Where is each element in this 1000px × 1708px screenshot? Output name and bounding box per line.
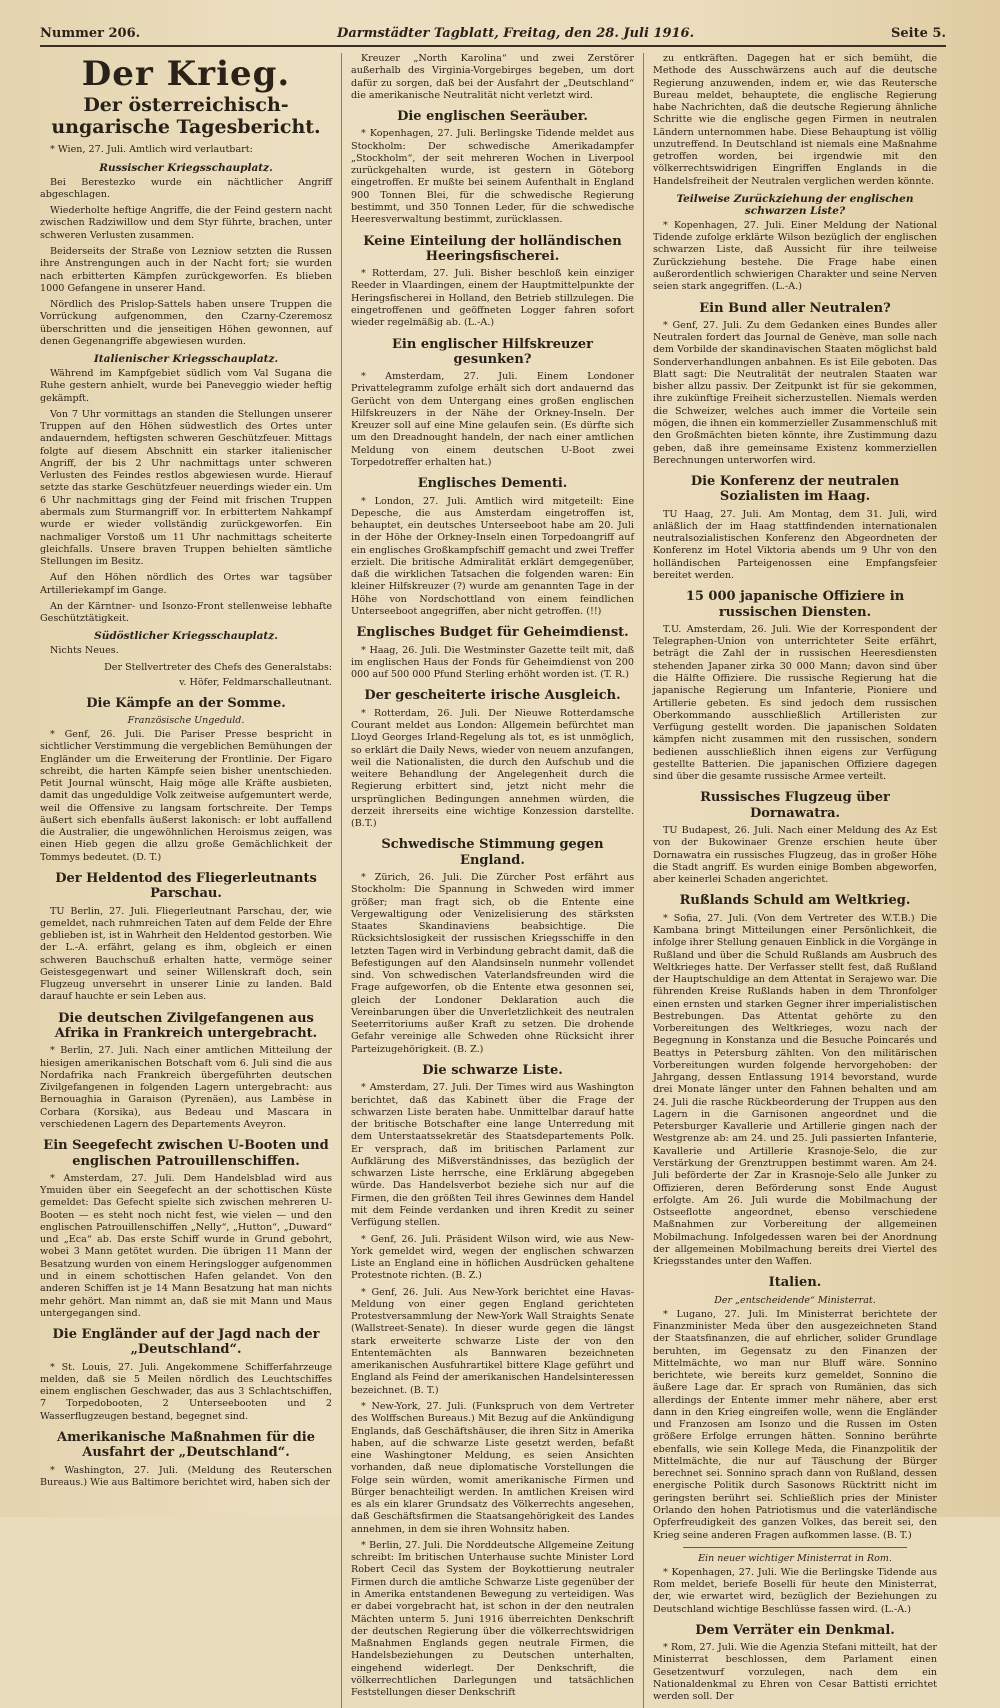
article-paragraph: Nördlich des Prislop-Sattels haben unsere Truppen die Vorrückung aufgenommen, den Czarny-Czeremosz überschritten und die jenseitigen Höhen gewonnen, auf denen Gegenangriffe abgewiesen wurden. <box>40 299 332 347</box>
article-headline: Amerikanische Maßnahmen für die Ausfahrt der „Deutschland“. <box>57 1430 315 1461</box>
article-paragraph: * Kopenhagen, 27. Juli. Wie die Berlingske Tidende aus Rom meldet, beriefe Boselli für heute den Ministerrat, der, wie erwartet wird, bezüglich der Beziehungen zu Deutschland wichtige Beschlüsse fassen wird. (L.-A.) <box>653 1566 937 1615</box>
article-paragraph: * Sofia, 27. Juli. (Von dem Vertreter des W.T.B.) Die Kambana bringt Mitteilungen einer Persönlichkeit, die infolge ihrer Stellung genauen Einblick in die Vorgänge in Rußland und über die Schuld Rußlands am Ausbruch des Weltkrieges hatte. Der Verfasser stellt fest, daß Rußland der Hauptschuldige an dem Attentat in Serajewo war. Die führenden Kreise Rußlands haben in dem Thronfolger einen ernsten und starken Gegner ihrer imperialistischen Bestrebungen. Das Attentat gehörte zu den Vorbereitungen des Weltkrieges, wozu nach der Begegnung in Konstanza und die Besuche Poincarés und Beattys in Petersburg zählten. Von den militärischen Vorbereitungen wurden folgende hervorgehoben: der Jahrgang, dessen Entlassung 1914 bevorstand, wurde drei Monate länger unter den Fahnen behalten und am 24. Juli die rasche Rückbeorderung der Truppen aus den Lagern in die Garnisonen angeordnet und die Petersburger Kavallerie und Artillerie gingen nach der Westgrenze ab: am 24. und 25. Juli passierten Infanterie, Kavallerie und Artillerie Krasnoje-Selo, die zur Verstärkung der Grenztruppen bestimmt waren. Am 24. Juli beförderte der Zar in Krasnoje-Selo alle Junker zu Offizieren, deren Beförderung sonst Ende August erfolgte. Am 26. Juli wurde die Mobilmachung der Ostseeflotte angeordnet, ebenso verschiedene Maßnahmen zur Vorbereitung der allgemeinen Mobilmachung. Infolgedessen waren bei der Anordnung der allgemeinen Mobilmachung bereits drei Viertel des Kriegsstandes unter den Waffen. <box>653 912 937 1268</box>
article-headline: Rußlands Schuld am Weltkrieg. <box>679 893 911 909</box>
article-paragraph: T.U. Amsterdam, 26. Juli. Wie der Korrespondent der Telegraphen-Union von unterrichteter Seite erfährt, beträgt die Zahl der in russischen Heeresdiensten stehenden Japaner zirka 30 000 Mann; davon sind über die Hälfte Offiziere. Die russische Regierung hat die japanische Regierung um Infanterie, Pioniere und Artillerie gebeten. Es sind jedoch dem russischen Oberkommando ausschließlich Artilleristen zur Verfügung gestellt worden. Die japanischen Soldaten kämpfen nicht zusammen mit den russischen, sondern bedienen ausschließlich ihnen eigens zur Verfügung gestellte Batterien. Die japanischen Offiziere dagegen sind über die gesamte russische Armee verteilt. <box>653 623 937 783</box>
austrian-report-title: Der österreichisch-ungarische Tagesbericht. <box>51 93 321 138</box>
article-headline: Ein neuer wichtiger Ministerrat in Rom. <box>698 1552 892 1564</box>
article-paragraph: * Amsterdam, 27. Juli. Dem Handelsblad wird aus Ymuiden über ein Seegefecht an der schottischen Küste gemeldet: Das Gefecht spielte sich zwischen mehreren U-Booten — es steht noch nicht fest, wie vielen — und den englischen Patrouillenschiffen „Nelly“, „Hutton“, „Duward“ und „Eca“ ab. Das erste Schiff wurde in Grund gebohrt, wobei 3 Mann getötet wurden. Die übrigen 11 Mann der Besatzung wurden von einem Heringslogger aufgenommen und in einem schottischen Hafen gelandet. Von den anderen Schiffen ist je 14 Mann Besatzung hat man nichts mehr gehört. Man nimmt an, daß sie mit Mann und Maus untergegangen sind. <box>40 1172 332 1319</box>
article-headline: Die schwarze Liste. <box>422 1063 563 1079</box>
article-paragraph: Auf den Höhen nördlich des Ortes war tagsüber Artilleriekampf im Gange. <box>40 572 332 596</box>
newspaper-title-date: Darmstädter Tagblatt, Freitag, den 28. Juli 1916. <box>337 26 695 41</box>
article-paragraph: * Kopenhagen, 27. Juli. Berlingske Tidende meldet aus Stockholm: Der schwedische Amerikadampfer „Stockholm“, der seit mehreren Wochen in Liverpool zurückgehalten wurde, ist gestern in Göteborg eingetroffen. Er mußte bei seinem Aufenthalt in England 900 Tonnen Blei, für die schwedische Regierung bestimmt, und 350 Tonnen Leder, für die schwedische Heeresverwaltung bestimmt, zurücklassen. <box>351 128 634 226</box>
article-headline: Ein Bund aller Neutralen? <box>699 300 891 316</box>
article-headline: 15 000 japanische Offiziere in russischen Diensten. <box>685 589 905 620</box>
article-paragraph: * St. Louis, 27. Juli. Angekommene Schifferfahrzeuge melden, daß sie 5 Meilen nördlich des Leuchtschiffes einem englischen Geschwader, das aus 3 Schlachtschiffen, 7 Torpedobooten, 2 Unterseebooten und 2 Wasserflugzeugen bestand, begegnet sind. <box>40 1361 332 1422</box>
article-paragraph: TU Budapest, 26. Juli. Nach einer Meldung des Az Est von der Bukowinaer Grenze erschien heute über Dornawatra ein russisches Flugzeug, das in großer Höhe die Stadt angriff. Es wurden einige Bomben abgeworfen, aber keinerlei Schaden angerichtet. <box>653 825 937 886</box>
article-paragraph: Während im Kampfgebiet südlich vom Val Sugana die Ruhe gestern anhielt, wurde bei Paneveggio wieder heftig gekämpft. <box>40 368 332 404</box>
article-paragraph: Von 7 Uhr vormittags an standen die Stellungen unserer Truppen auf den Höhen südwestlich des Ortes unter andauerndem, heftigsten schweren Geschützfeuer. Mittags folgte auf diesem Abschnitt ein starker italienischer Angriff, der bis 2 Uhr nachmittags unter schweren Verlusten des Feindes restlos abgewiesen wurde. Hierauf setzte das starke Geschützfeuer neuerdings wieder ein. Um 6 Uhr nachmittags ging der Feind mit frischen Truppen abermals zum Sturmangriff vor. In erbittertem Nahkampf wurde er wieder vollständig zurückgeworfen. Ein nachmaliger Vorstoß um 11 Uhr nachmittags scheiterte gleichfalls. Unsere braven Truppen behielten sämtliche Stellungen im Besitz. <box>40 408 332 568</box>
column-1 <box>40 53 342 1708</box>
article-headline: Englisches Budget für Geheimdienst. <box>356 625 629 641</box>
article-paragraph: Nichts Neues. <box>50 645 119 657</box>
article-headline: Die Kämpfe an der Somme. <box>86 695 286 711</box>
article-paragraph: zu entkräften. Dagegen hat er sich bemüht, die Methode des Ausschwärzens auch auf die deutsche Regierung anzuwenden, indem er, wie das Reutersche Bureau meldet, behauptete, die englische Regierung habe Nachrichten, daß die deutsche Regierung ähnliche Schritte wie die englische gegen Firmen in neutralen Ländern unternommen habe. Diese Behauptung ist völlig unzutreffend. In Deutschland ist niemals eine Maßnahme getroffen worden, bei irgendwie mit den völkerrechtswidrigen Eingriffen Englands in die Handelsfreiheit der Neutralen verglichen werden könnte. <box>653 53 937 187</box>
article-paragraph: * New-York, 27. Juli. (Funkspruch von dem Vertreter des Wolffschen Bureaus.) Mit Bezug auf die Ankündigung Englands, daß Geschäftshäuser, die ihren Sitz in Amerika haben, auf die schwarze Liste gesetzt werden, befaßt eine Washingtoner Meldung, es seien Ansichten vorhanden, daß neue diplomatische Vorstellungen die Folge sein würden, womit amerikanische Firmen und Bürger benachteiligt werden. In amtlichen Kreisen wird es als ein klarer Grundsatz des Völkerrechts angesehen, daß Geschäftsfirmen die Staatsangehörigkeit des Landes annehmen, in dem sie ihren Wohnsitz haben. <box>351 1400 634 1535</box>
columns <box>40 53 946 1703</box>
article-paragraph: TU Berlin, 27. Juli. Fliegerleutnant Parschau, der, wie gemeldet, nach ruhmreichen Taten auf dem Felde der Ehre geblieben ist, ist in Wahrheit den Heldentod gestorben. Wie der L.-A. erfährt, gelang es ihm, obgleich er einen schweren Bauchschuß erhalten hatte, vermöge seiner Geistesgegenwart und seiner Willenskraft doch, sein Flugzeug unversehrt in unserer Linie zu landen. Bald darauf hauchte er sein Leben aus. <box>40 905 332 1003</box>
column-3 <box>644 53 946 1708</box>
article-headline: Die Engländer auf der Jagd nach der „Deutschland“. <box>52 1327 320 1358</box>
section-heading: Italienischer Kriegsschauplatz. <box>93 353 279 366</box>
divider <box>683 1547 907 1548</box>
main-headline: Der Krieg. <box>81 54 291 94</box>
article-paragraph: * Zürich, 26. Juli. Die Zürcher Post erfährt aus Stockholm: Die Spannung in Schweden wird immer größer; man fragt sich, ob die Entente eine Vergewaltigung oder Venizelisierung des stärksten Staates Skandinaviens beabsichtige. Die Rücksichtslosigkeit der russischen Kriegsschiffe in den letzten Tagen wird in Verbindung gebracht damit, daß die Befestigungen auf den Alandsinseln nunmehr vollendet sind. Von schwedischen Vaterlandsfreunden wird die Frage aufgeworfen, ob die Entente etwa gesonnen sei, gleich der Londoner Deklaration auch die Vereinbarungen über die Unverletzlichkeit des neutralen Seeterritoriums außer Kraft zu setzen. Die drohende Gefahr vereinige alle Schweden ohne Rücksicht ihrer Parteizugehörigkeit. (B. Z.) <box>351 872 634 1055</box>
article-paragraph: * Rom, 27. Juli. Wie die Agenzia Stefani mitteilt, hat der Ministerrat beschlossen, dem Parlament einen Gesetzentwurf vorzulegen, nach dem ein Nationaldenkmal zu Ehren von Cesar Battisti errichtet werden soll. Der <box>653 1642 937 1703</box>
article-paragraph: * Berlin, 27. Juli. Nach einer amtlichen Mitteilung der hiesigen amerikanischen Botschaft vom 6. Juli sind die aus Nordafrika nach Frankreich übergeführten deutschen Zivilgefangenen in folgenden Lagern untergebracht: aus Bernouaghia in Garaison (Pyrenäen), aus Lambèse in Corbara (Korsika), aus Bedeau und Mascara in verschiedenen Lagern des Departements Aveyron. <box>40 1045 332 1130</box>
article-headline: Die Konferenz der neutralen Sozialisten im Haag. <box>690 474 900 505</box>
article-headline: Dem Verräter ein Denkmal. <box>695 1622 895 1638</box>
issue-number: Nummer 206. <box>40 26 141 41</box>
page-number: Seite 5. <box>891 26 946 41</box>
article-paragraph: * Amsterdam, 27. Juli. Einem Londoner Privattelegramm zufolge erhält sich dort andauernd das Gerücht von dem Untergang eines großen englischen Hilfskreuzers in der Nähe der Orkney-Inseln. Der Kreuzer soll auf eine Mine gelaufen sein. (Es dürfte sich um den Dreadnought handeln, der nach einer amtlichen Meldung von einem deutschen U-Boot zwei Torpedotreffer erhalten hat.) <box>351 371 634 469</box>
signature-line: Der Stellvertreter des Chefs des Generalstabs: <box>104 661 332 673</box>
article-headline: Die englischen Seeräuber. <box>397 109 588 125</box>
article-paragraph: * Wien, 27. Juli. Amtlich wird verlautbart: <box>50 144 253 156</box>
article-paragraph: * Washington, 27. Juli. (Meldung des Reuterschen Bureaus.) Wie aus Baltimore berichtet wird, haben sich der <box>40 1464 332 1488</box>
article-paragraph: * Genf, 26. Juli. Präsident Wilson wird, wie aus New-York gemeldet wird, wegen der englischen schwarzen Liste an England eine in höflichen Ausdrücken gehaltene Protestnote richten. (B. Z.) <box>351 1233 634 1282</box>
article-headline: Der gescheiterte irische Ausgleich. <box>364 688 621 704</box>
article-paragraph: Kreuzer „North Karolina“ und zwei Zerstörer außerhalb des Virginia-Vorgebirges begeben, um dort dafür zu sorgen, daß bei der Ausfahrt der „Deutschland“ die amerikanische Neutralität nicht verletzt wird. <box>351 53 634 101</box>
article-paragraph: * Kopenhagen, 27. Juli. Einer Meldung der National Tidende zufolge erklärte Wilson bezüglich der englischen schwarzen Liste, daß Aussicht für ihre teilweise Zurückziehung bestehe. Die Frage habe einen außerordentlich schwierigen Charakter und seine Nerven seien stark angegriffen. (L.-A.) <box>653 219 937 293</box>
article-subheadline: Der „entscheidende“ Ministerrat. <box>714 1294 876 1306</box>
article-paragraph: * Rotterdam, 27. Juli. Bisher beschloß kein einziger Reeder in Vlaardingen, einem der Hauptmittelpunkte der Heringsfischerei in Holland, den Betrieb stillzulegen. Die eingetroffenen und geöffneten Logger fahren sofort wieder regelmäßig ab. (L.-A.) <box>351 268 634 329</box>
article-headline: Ein Seegefecht zwischen U-Booten und englischen Patrouillenschiffen. <box>43 1138 329 1169</box>
article-paragraph: * London, 27. Juli. Amtlich wird mitgeteilt: Eine Depesche, die aus Amsterdam eingetroffen ist, behauptet, ein deutsches Unterseeboot habe am 20. Juli in der Höhe der Orkney-Inseln einen Torpedoangriff auf ein englisches Großkampfschiff gemacht und zwei Treffer erzielt. Die britische Admiralität erklärt demgegenüber, daß die wirklichen Tatsachen die folgenden waren: Ein kleiner Hilfskreuzer (?) wurde am genannten Tage in der Höhe von Nordschottland von einem feindlichen Unterseeboot angegriffen, aber nicht getroffen. (!!) <box>351 495 634 617</box>
article-paragraph: Beiderseits der Straße von Lezniow setzten die Russen ihre Anstrengungen auch in der Nacht fort; sie wurden nach erbitterten Kämpfen zurückgeworfen. Es blieben 1000 Gefangene in unserer Hand. <box>40 245 332 294</box>
article-headline: Schwedische Stimmung gegen England. <box>381 837 604 868</box>
masthead <box>40 26 946 47</box>
article-paragraph: Bei Berestezko wurde ein nächtlicher Angriff abgeschlagen. <box>40 176 332 200</box>
section-heading: Südöstlicher Kriegsschauplatz. <box>94 630 278 643</box>
article-paragraph: * Berlin, 27. Juli. Die Norddeutsche Allgemeine Zeitung schreibt: Im britischen Unterhause suchte Minister Lord Robert Cecil das System der Boykottierung neutraler Firmen durch die amtliche Schwarze Liste gegenüber der in Amerika entstandenen Bewegung zu verteidigen. Was er dabei vorgebracht hat, ist schon in der den neutralen Mächten unterm 5. Juni 1916 überreichten Denkschrift der deutschen Regierung über die völkerrechtswidrigen Maßnahmen Englands gegen neutrale Firmen, die Handelsbeziehungen zu Deutschen unterhalten, eingehend widerlegt. Der Denkschrift, die völkerrechtlichen Darlegungen und tatsächlichen Feststellungen dieser Denkschrift <box>351 1539 634 1699</box>
article-paragraph: * Amsterdam, 27. Juli. Der Times wird aus Washington berichtet, daß das Kabinett über die Frage der schwarzen Liste beraten habe. Unmittelbar darauf hatte der britische Botschafter eine lange Unterredung mit dem Unterstaatssekretär des Staatsdepartements Polk. Er versprach, daß im britischen Parlament zur Aufklärung des Mißverständnisses, das bezüglich der schwarzen Liste herrsche, eine Erklärung abgegeben würde. Das Handelsverbot beziehe sich nur auf die Firmen, die den größten Teil ihres Gewinnes dem Handel mit dem Feinde verdanken und ihren Kredit zu seiner Verfügung stellen. <box>351 1082 634 1229</box>
article-paragraph: * Genf, 26. Juli. Aus New-York berichtet eine Havas-Meldung von einer gegen England gerichteten Protestversammlung der New-York Wall Straights Senate (Wallstreet-Senate). In dieser wurde gegen die längst stark erweiterte schwarze Liste der von den Ententemächten als Bannwaren bezeichneten amerikanischen Ausfuhrartikel bittere Klage geführt und England als Feind der amerikanischen Handelsinteressen bezeichnet. (B. T.) <box>351 1286 634 1396</box>
article-paragraph: * Haag, 26. Juli. Die Westminster Gazette teilt mit, daß im englischen Haus der Fonds für Geheimdienst von 200 000 auf 500 000 Pfund Sterling erhöht worden ist. (T. R.) <box>351 644 634 681</box>
article-paragraph: An der Kärntner- und Isonzo-Front stellenweise lebhafte Geschütztätigkeit. <box>40 600 332 625</box>
article-headline: Italien. <box>768 1275 822 1291</box>
article-headline: Englisches Dementi. <box>417 476 568 492</box>
article-paragraph: * Rotterdam, 26. Juli. Der Nieuwe Rotterdamsche Courant meldet aus London: Allgemein befürchtet man Lloyd Georges Irland-Regelung als tot, es ist unmöglich, so erklärt die Daily News, wieder von neuem anzufangen, weil die Nationalisten, die durch den Aufschub und die weitere Behandlung der Angelegenheit durch die Regierung erbittert sind, jetzt nicht mehr die ursprünglichen Bedingungen annehmen würden, die derzeit ihrerseits eine wichtige Konzession darstellte. (B.T.) <box>351 707 634 830</box>
article-headline: Der Heldentod des Fliegerleutnants Parschau. <box>55 870 317 902</box>
article-headline: Ein englischer Hilfskreuzer gesunken? <box>392 336 593 367</box>
article-headline: Keine Einteilung der holländischen Heeringsfischerei. <box>363 233 622 264</box>
article-headline: Teilweise Zurückziehung der englischen schwarzen Liste? <box>676 192 914 217</box>
article-paragraph: * Genf, 26. Juli. Die Pariser Presse bespricht in sichtlicher Verstimmung die vergeblichen Bemühungen der Engländer um die Erweiterung der Frontlinie. Der Figaro schreibt, die harten Kämpfe seien bisher unentschieden. Petit Journal wünscht, Haig möge alle Kräfte ausbieten, damit das ungeduldige Volk zeitweise aufgemuntert werde, weil die Offensive zu langsam fortschreite. Der Temps äußert sich ebenfalls äußerst lakonisch: er lobt auffallend die Australier, die ungewöhnlichen Heroismus zeigen, was einen Hieb gegen die allzu große Gemächlichkeit der Tommys bedeutet. (D. T.) <box>40 728 332 863</box>
article-paragraph: TU Haag, 27. Juli. Am Montag, dem 31. Juli, wird anläßlich der im Haag stattfindenden internationalen neutralsozialistischen Konferenz den Abgeordneten der Konferenz im Hotel Viktoria abends um 9 Uhr von den holländischen Parteigenossen eine Empfangsfeier bereitet werden. <box>653 508 937 582</box>
article-headline: Russisches Flugzeug über Dornawatra. <box>700 790 890 821</box>
article-headline: Die deutschen Zivilgefangenen aus Afrika in Frankreich untergebracht. <box>54 1010 318 1041</box>
section-heading: Russischer Kriegsschauplatz. <box>99 161 273 174</box>
article-paragraph: * Lugano, 27. Juli. Im Ministerrat berichtete der Finanzminister Meda über den ausgezeichneten Stand der Staatsfinanzen, die auf ehrlicher, solider Grundlage beruhten, im Gegensatz zu den Finanzen der Mittelmächte, wo man nur Bluff wäre. Sonnino berichtete, wie bereits kurz gemeldet, Sonnino die äußere Lage dar. Er sprach von Rumänien, das sich allerdings der Entente immer mehr nähere, aber erst dann in den Krieg eingreifen wolle, wenn die Engländer und Franzosen am Isonzo und die Russen im Osten größere Erfolge errungen hätten. Sonnino berührte ebenfalls, wie sein Kollege Meda, die Finanzpolitik der Mittelmächte, die nur auf Täuschung der Bürger berechnet sei. Sonnino sprach dann von Rußland, dessen energische Politik durch Sasonows Rücktritt nicht im geringsten berührt sei. Schließlich pries der Minister Orlando den hohen Patriotismus und die vaterländische Opferfreudigkeit des ganzen Volkes, das bereit sei, den Krieg seine anderen Fragen aufkommen lasse. (B. T.) <box>653 1308 937 1541</box>
article-paragraph: * Genf, 27. Juli. Zu dem Gedanken eines Bundes aller Neutralen fordert das Journal de Genève, man solle nach dem Vorbilde der skandinavischen Staaten möglichst bald Sonderverhandlungen anbahnen. Es ist Eile geboten. Das Blatt sagt: Die Neutralität der neutralen Staaten war bisher allzu passiv. Der Zeitpunkt ist für sie gekommen, ihre zukünftige Freiheit sicherzustellen. Niemals werden die Schweizer, welches auch immer die Vorteile sein mögen, die ihnen ein kommerzieller Zusammenschluß mit den Großmächten bieten könnte, ihre Zustimmung dazu geben, daß ihre gemeinsame Existenz kommerziellen Berechnungen unterworfen wird. <box>653 319 937 466</box>
column-2 <box>342 53 644 1708</box>
signature-name: v. Höfer, Feldmarschalleutnant. <box>179 676 332 688</box>
article-subheadline: Französische Ungeduld. <box>127 714 245 726</box>
article-paragraph: Wiederholte heftige Angriffe, die der Feind gestern nacht zwischen Radziwillow und dem Styr führte, brachen, unter schweren Verlusten zusammen. <box>40 205 332 241</box>
